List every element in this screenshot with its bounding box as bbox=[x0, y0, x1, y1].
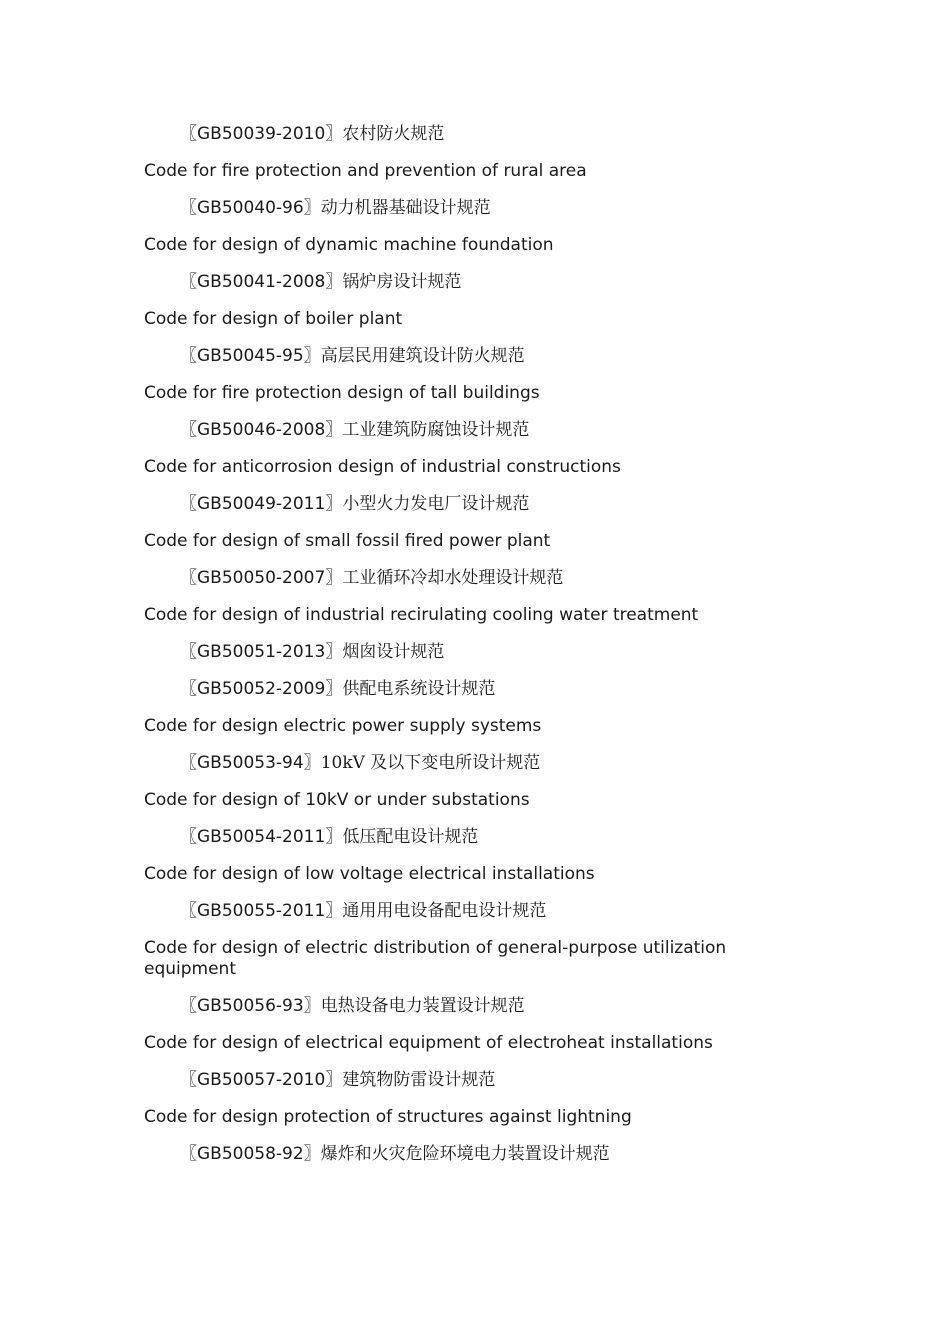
standard-code: 〖GB50051-2013〗 bbox=[180, 642, 343, 662]
standard-english-title: Code for design protection of structures against lightning bbox=[144, 1107, 632, 1127]
standard-chinese-title: 高层民用建筑设计防火规范 bbox=[320, 346, 525, 366]
standard-code-line bbox=[144, 1070, 764, 1091]
standard-code-line bbox=[144, 272, 764, 293]
standard-chinese-title: 工业建筑防腐蚀设计规范 bbox=[342, 420, 530, 440]
standard-code-line bbox=[144, 346, 764, 367]
standard-code: 〖GB50056-93〗 bbox=[180, 996, 321, 1016]
standard-english-title: Code for design of small fossil fired power plant bbox=[144, 531, 551, 551]
standard-code: 〖GB50039-2010〗 bbox=[180, 124, 343, 144]
standard-code-line bbox=[144, 642, 764, 663]
standard-code: 〖GB50052-2009〗 bbox=[180, 679, 343, 699]
standard-code-line bbox=[144, 198, 764, 219]
standard-chinese-title: 电热设备电力装置设计规范 bbox=[320, 996, 525, 1016]
standard-english-title: Code for design of 10kV or under substations bbox=[144, 790, 530, 810]
standard-code: 〖GB50045-95〗 bbox=[180, 346, 321, 366]
standard-chinese-title: 10kV 及以下变电所设计规范 bbox=[320, 753, 541, 773]
standard-english-title: Code for design of dynamic machine foundation bbox=[144, 235, 554, 255]
standard-chinese-title: 小型火力发电厂设计规范 bbox=[342, 494, 530, 514]
standard-english-title: Code for design of electric distribution of general-purpose utilization equipment bbox=[144, 938, 732, 979]
standards-list bbox=[144, 124, 764, 1181]
standard-code-line bbox=[144, 753, 764, 774]
standard-code: 〖GB50054-2011〗 bbox=[180, 827, 343, 847]
standard-code: 〖GB50040-96〗 bbox=[180, 198, 321, 218]
standard-english-title: Code for anticorrosion design of industrial constructions bbox=[144, 457, 621, 477]
standard-chinese-title: 通用用电设备配电设计规范 bbox=[342, 901, 547, 921]
standard-chinese-title: 爆炸和火灾危险环境电力装置设计规范 bbox=[320, 1144, 610, 1164]
standard-code-line bbox=[144, 679, 764, 700]
standard-code-line bbox=[144, 124, 764, 145]
standard-code: 〖GB50050-2007〗 bbox=[180, 568, 343, 588]
standard-code-line bbox=[144, 996, 764, 1017]
standard-code: 〖GB50057-2010〗 bbox=[180, 1070, 343, 1090]
standard-code-line bbox=[144, 420, 764, 441]
standard-code-line bbox=[144, 494, 764, 515]
standard-chinese-title: 工业循环冷却水处理设计规范 bbox=[342, 568, 564, 588]
standard-english-title: Code for fire protection and prevention of rural area bbox=[144, 161, 587, 181]
standard-code: 〖GB50049-2011〗 bbox=[180, 494, 343, 514]
standard-english-title: Code for design of boiler plant bbox=[144, 309, 403, 329]
standard-code: 〖GB50041-2008〗 bbox=[180, 272, 343, 292]
standard-english-title: Code for design of industrial recirulating cooling water treatment bbox=[144, 605, 699, 625]
standard-code-line bbox=[144, 1144, 764, 1165]
standard-chinese-title: 低压配电设计规范 bbox=[342, 827, 479, 847]
standard-english-title: Code for design of electrical equipment of electroheat installations bbox=[144, 1033, 713, 1053]
standard-english-title: Code for fire protection design of tall buildings bbox=[144, 383, 540, 403]
standard-chinese-title: 动力机器基础设计规范 bbox=[320, 198, 491, 218]
standard-chinese-title: 建筑物防雷设计规范 bbox=[342, 1070, 496, 1090]
standard-chinese-title: 烟囱设计规范 bbox=[342, 642, 445, 662]
standard-code: 〖GB50058-92〗 bbox=[180, 1144, 321, 1164]
standard-code-line bbox=[144, 568, 764, 589]
standard-english-title: Code for design of low voltage electrical installations bbox=[144, 864, 595, 884]
standard-chinese-title: 锅炉房设计规范 bbox=[342, 272, 462, 292]
standard-code: 〖GB50055-2011〗 bbox=[180, 901, 343, 921]
standard-code: 〖GB50046-2008〗 bbox=[180, 420, 343, 440]
standard-english-title: Code for design electric power supply systems bbox=[144, 716, 542, 736]
standard-code-line bbox=[144, 827, 764, 848]
standard-code: 〖GB50053-94〗 bbox=[180, 753, 321, 773]
standard-chinese-title: 农村防火规范 bbox=[342, 124, 445, 144]
standard-code-line bbox=[144, 901, 764, 922]
standard-chinese-title: 供配电系统设计规范 bbox=[342, 679, 496, 699]
